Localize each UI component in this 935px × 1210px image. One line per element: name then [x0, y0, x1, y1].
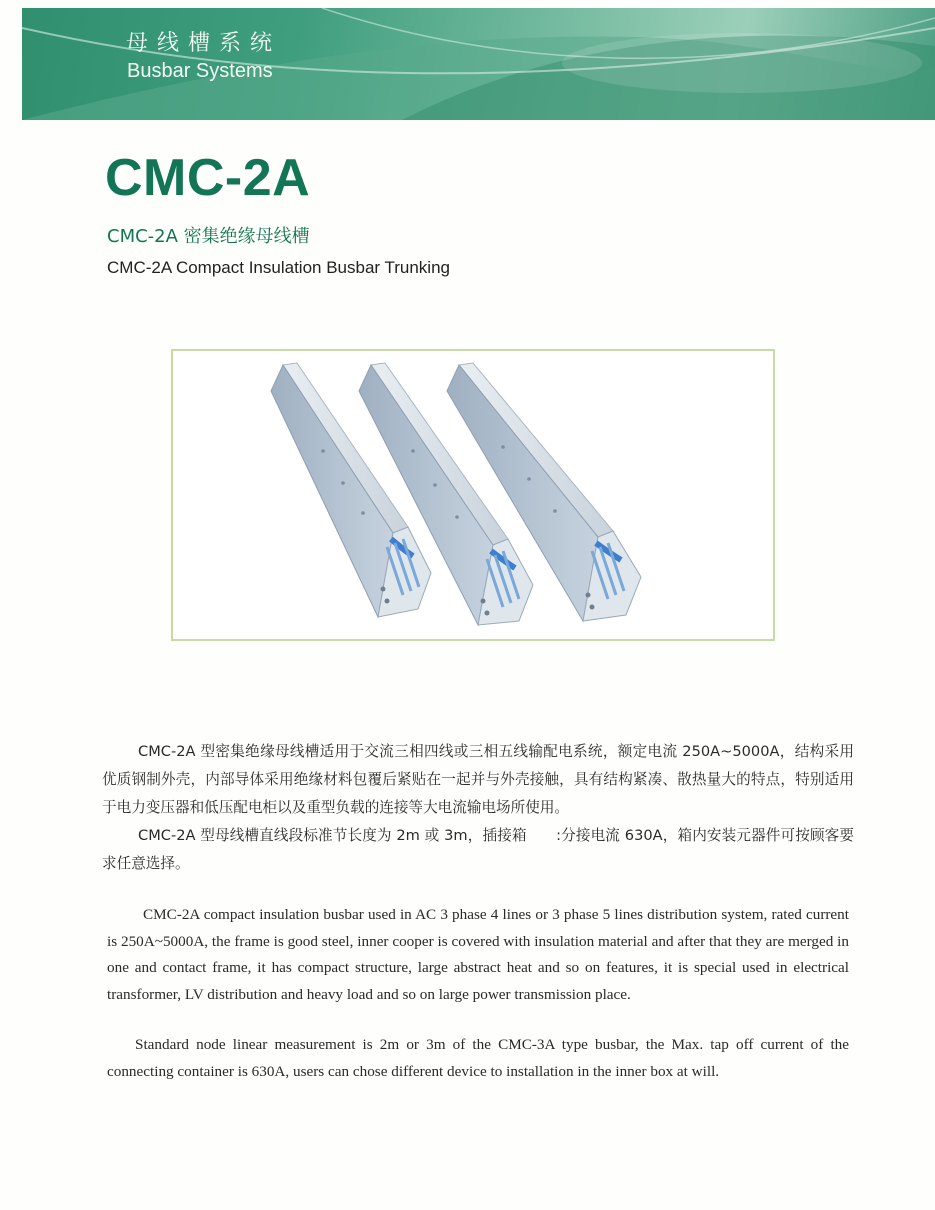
product-model-title: CMC-2A [105, 149, 311, 207]
description-en-paragraph-2: Standard node linear measurement is 2m or 3m of the CMC-3A type busbar, the Max. tap off current of the connecting container is 630A, users can chose different device to installation in the inner box at will. [107, 1036, 849, 1080]
product-photo [171, 349, 775, 641]
banner-title-en: Busbar Systems [127, 60, 273, 82]
banner-title-cn: 母线槽系统 [126, 31, 282, 56]
description-cn-paragraph-1: CMC-2A 型密集绝缘母线槽适用于交流三相四线或三相五线输配电系统，额定电流 250A~5000A，结构采用优质钢制外壳，内部导体采用绝缘材料包覆后紧贴在一起并与外壳接触，具有结构紧凑、散热量大的特点，特别适用于电力变压器和低压配电柜以及重型负载的连接等大电流输电场所使用。 [102, 743, 854, 816]
description-cn-paragraph-2: CMC-2A 型母线槽直线段标准节长度为 2m 或 3m，插接箱 :分接电流 630A，箱内安装元器件可按顾客要求任意选择。 [102, 827, 854, 872]
busbar-trunking-illustration [173, 351, 773, 639]
product-name-cn: CMC-2A 密集绝缘母线槽 [107, 226, 310, 247]
header-banner [22, 8, 935, 120]
description-en-paragraph-1: CMC-2A compact insulation busbar used in AC 3 phase 4 lines or 3 phase 5 lines distribution system, rated current is 250A~5000A, the frame is good steel, inner cooper is covered with insulation material and after that they are merged in one and contact frame, it has compact structure, large abstract heat and so on features, it is special used in electrical transformer, LV distribution and heavy load and so on large power transmission place. [107, 906, 849, 1003]
product-name-en: CMC-2A Compact Insulation Busbar Trunking [107, 258, 450, 277]
